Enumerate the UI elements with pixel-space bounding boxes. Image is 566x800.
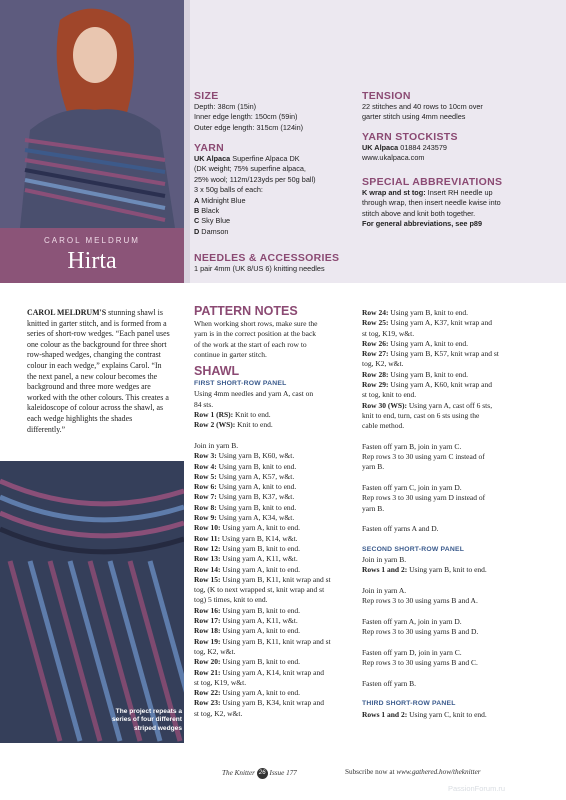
row-instruction: Row 16: Using yarn B, knit to end.: [194, 605, 301, 615]
instruction-line: Join in yarn B.: [194, 440, 239, 450]
row-instruction: Row 5: Using yarn A, K57, w&t.: [194, 471, 295, 481]
pattern-column-right: [362, 308, 542, 720]
row-instruction: Row 10: Using yarn A, knit to end.: [194, 523, 301, 533]
notes-line: yarn is in the correct position at the back: [194, 329, 317, 339]
row-instruction: Row 29: Using yarn A, K60, knit wrap and: [362, 380, 492, 390]
row-instruction: Row 21: Using yarn A, K14, knit wrap and: [194, 667, 324, 677]
needles-heading: NEEDLES & ACCESSORIES: [194, 252, 340, 264]
row-instruction: Row 3: Using yarn B, K60, w&t.: [194, 451, 295, 461]
instruction-line: knit to end, turn, cast on 6 sts using the: [362, 410, 480, 420]
abbr-general: For general abbreviations, see p89: [362, 219, 483, 229]
row-instruction: Row 9: Using yarn A, K34, w&t.: [194, 513, 295, 523]
row-instruction: Row 13: Using yarn A, K11, w&t.: [194, 554, 298, 564]
page-number: 26: [257, 768, 268, 779]
row-instruction: Row 18: Using yarn A, knit to end.: [194, 626, 301, 636]
row-instruction: Row 17: Using yarn A, K11, w&t.: [194, 616, 298, 626]
row-instruction: Row 25: Using yarn A, K37, knit wrap and: [362, 318, 492, 328]
instruction-line: yarn B.: [362, 503, 385, 513]
designer-name: CAROL MELDRUM: [44, 236, 140, 245]
instruction-line: st tog, K19, w&t.: [194, 677, 247, 687]
row-instruction: Row 20: Using yarn B, knit to end.: [194, 657, 301, 667]
watermark: PassionForum.ru: [448, 784, 506, 793]
tension-heading: TENSION: [362, 90, 411, 102]
instruction-line: Fasten off yarn B, join in yarn C.: [362, 441, 462, 451]
instruction-line: Rep rows 3 to 30 using yarns B and D.: [362, 627, 479, 637]
pattern-notes-heading: PATTERN NOTES: [194, 304, 298, 318]
row-instruction: Row 27: Using yarn B, K57, knit wrap and st: [362, 349, 499, 359]
yarn-line: 25% wool; 112m/123yds per 50g ball): [194, 174, 316, 184]
instruction-line: Join in yarn B.: [362, 555, 407, 565]
instruction-line: cable method.: [362, 421, 405, 431]
row-instruction: Row 22: Using yarn A, knit to end.: [194, 688, 301, 698]
row-instruction: Row 24: Using yarn B, knit to end.: [362, 308, 469, 317]
row-instruction: Rows 1 and 2: Using yarn B, knit to end.: [362, 565, 487, 575]
instruction-line: Fasten off yarn A, join in yarn D.: [362, 616, 462, 626]
page-edge: [184, 0, 190, 283]
yarn-colour: C Sky Blue: [194, 216, 231, 226]
needles-text: 1 pair 4mm (UK 8/US 6) knitting needles: [194, 264, 325, 273]
abbreviations-section: [362, 176, 552, 230]
row-instruction: Row 14: Using yarn A, knit to end.: [194, 564, 301, 574]
instruction-line: tog, K2, w&t.: [362, 359, 404, 369]
pattern-column: [194, 304, 354, 719]
abbr-line: through wrap, then insert needle kwise into: [362, 198, 501, 208]
notes-line: When working short rows, make sure the: [194, 319, 318, 328]
yarn-colour: A Midnight Blue: [194, 195, 246, 205]
row-instruction: Row 12: Using yarn B, knit to end.: [194, 543, 301, 553]
row-instruction: Row 2 (WS): Knit to end.: [194, 420, 273, 430]
shawl-photo: [0, 461, 184, 743]
row-instruction: Row 7: Using yarn B, K37, w&t.: [194, 492, 295, 502]
tension-line: garter stitch using 4mm needles: [362, 112, 466, 122]
stockist-url[interactable]: www.ukalpaca.com: [362, 153, 425, 163]
abbreviations-heading: SPECIAL ABBREVIATIONS: [362, 176, 503, 188]
size-line: Depth: 38cm (15in): [194, 102, 257, 111]
shawl-illustration: [0, 461, 184, 743]
size-heading: SIZE: [194, 90, 219, 102]
instruction-line: tog) 5 times, knit to end.: [194, 595, 268, 605]
notes-line: continue in garter stitch.: [194, 349, 267, 359]
row-instruction: Row 30 (WS): Using yarn A, cast off 6 sts,: [362, 400, 493, 410]
stockists-heading: YARN STOCKISTS: [362, 131, 458, 143]
instruction-line: Fasten off yarns A and D.: [362, 524, 439, 534]
size-line: Outer edge length: 315cm (124in): [194, 122, 304, 132]
instruction-line: Rep rows 3 to 30 using yarns B and C.: [362, 658, 478, 668]
instruction-line: st tog, K19, w&t.: [362, 328, 415, 338]
instruction-line: st tog, K2, w&t.: [194, 708, 243, 718]
yarn-brand: UK Alpaca: [194, 154, 231, 163]
instruction-line: tog, K2, w&t.: [194, 646, 236, 656]
yarn-colour: D Damson: [194, 226, 229, 236]
abbr-line: K wrap and st tog: Insert RH needle up: [362, 188, 493, 197]
tension-line: 22 stitches and 40 rows to 10cm over: [362, 102, 483, 111]
instruction-line: yarn B.: [362, 462, 385, 472]
instruction-line: Rep rows 3 to 30 using yarn C instead of: [362, 452, 485, 462]
yarn-heading: YARN: [194, 142, 224, 154]
stockist-line: UK Alpaca 01884 243579: [362, 143, 447, 152]
row-instruction: Row 6: Using yarn A, knit to end.: [194, 482, 297, 492]
row-instruction: Row 15: Using yarn B, K11, knit wrap and st: [194, 574, 331, 584]
abbr-line: stitch above and knit both together.: [362, 208, 476, 218]
row-instruction: Row 19: Using yarn B, K11, knit wrap and st: [194, 636, 331, 646]
intro-paragraph: [27, 308, 172, 435]
instruction-line: Join in yarn A.: [362, 586, 407, 596]
yarn-line: (DK weight; 75% superfine alpaca,: [194, 164, 306, 174]
instruction-line: Rep rows 3 to 30 using yarns B and A.: [362, 596, 478, 606]
yarn-line: 3 x 50g balls of each:: [194, 185, 263, 195]
row-instruction: Row 8: Using yarn B, knit to end.: [194, 502, 297, 512]
instruction-line: Fasten off yarn C, join in yarn D.: [362, 483, 462, 493]
model-illustration: [0, 0, 184, 228]
size-section: [194, 90, 354, 133]
intro-text: stunning shawl is knitted in garter stitch, and is formed from a series of short-row wedges. “Each panel uses one colour as the background for three short row-shaped wedges, changing the contrast colour in each wedge,” explains Carol. “In the next panel, a new colour becomes the background and three more wedges are worked with the other colours. This creates a kaleidoscope of colour across the shawl, as each wedge highlights the shades differently.”: [27, 308, 170, 434]
yarn-section: [194, 142, 359, 237]
first-panel-heading: FIRST SHORT-ROW PANEL: [194, 380, 287, 388]
instruction-line: Fasten off yarn D, join in yarn C.: [362, 647, 462, 657]
instruction-line: Using 4mm needles and yarn A, cast on: [194, 389, 314, 399]
footer-magazine: The Knitter 26 Issue 177: [222, 769, 297, 778]
row-instruction: Row 28: Using yarn B, knit to end.: [362, 369, 469, 379]
subscribe-link[interactable]: www.gathered.how/theknitter: [396, 768, 481, 776]
instruction-line: tog, (K to next wrapped st, knit wrap and st: [194, 585, 325, 595]
intro-lead: CAROL MELDRUM'S: [27, 308, 107, 317]
instruction-line: Rep rows 3 to 30 using yarn D instead of: [362, 493, 486, 503]
stockists-section: [362, 131, 542, 164]
row-instruction: Row 11: Using yarn B, K14, w&t.: [194, 533, 298, 543]
tension-section: [362, 90, 542, 123]
instruction-line: st tog, knit to end.: [362, 390, 417, 400]
second-panel-heading: SECOND SHORT-ROW PANEL: [362, 545, 465, 553]
notes-line: of the work at the start of each row to: [194, 339, 307, 349]
model-photo: [0, 0, 184, 228]
row-instruction: Row 26: Using yarn A, knit to end.: [362, 338, 469, 348]
yarn-line: UK Alpaca Superfine Alpaca DK: [194, 154, 300, 163]
third-panel-heading: THIRD SHORT-ROW PANEL: [362, 700, 456, 708]
shawl-heading: SHAWL: [194, 364, 240, 379]
instruction-line: 84 sts.: [194, 399, 214, 409]
row-instruction: Row 23: Using yarn B, K34, knit wrap and: [194, 698, 324, 708]
needles-section: [194, 252, 364, 274]
row-instruction: Row 4: Using yarn B, knit to end.: [194, 461, 297, 471]
instruction-line: Fasten off yarn B.: [362, 678, 417, 688]
pattern-title: Hirta: [67, 248, 117, 274]
size-line: Inner edge length: 150cm (59in): [194, 112, 298, 122]
row-instruction: Rows 1 and 2: Using yarn C, knit to end.: [362, 709, 487, 719]
yarn-colour: B Black: [194, 206, 220, 216]
photo-caption: The project repeats a series of four different striped wedges: [112, 708, 182, 732]
footer-subscribe: Subscribe now at www.gathered.how/theknitter: [345, 768, 481, 776]
row-instruction: Row 1 (RS): Knit to end.: [194, 410, 271, 420]
